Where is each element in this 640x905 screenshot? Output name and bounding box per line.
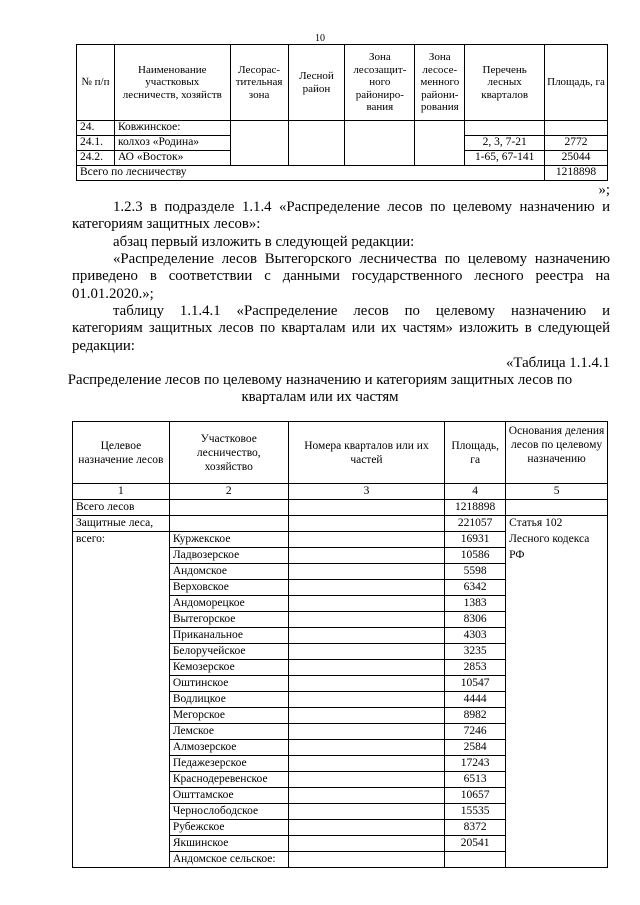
header-area: Площадь, га [445, 422, 506, 484]
quarters-cell [288, 788, 444, 804]
basis-cell [506, 772, 608, 788]
paragraph-4-line-3: редакции: [72, 338, 135, 354]
district-area [445, 852, 506, 868]
purpose-cell [73, 724, 170, 740]
row-area: 2772 [545, 136, 608, 151]
basis-cell [506, 644, 608, 660]
district-name: Ошттамское [169, 788, 288, 804]
row-name: АО «Восток» [114, 151, 230, 166]
basis-line-3: РФ [506, 548, 608, 564]
district-name: Андоморецкое [169, 596, 288, 612]
basis-cell [506, 740, 608, 756]
table-title-line-2: кварталам или их частям [241, 389, 399, 405]
header-forest-protection-zone: Зона лесозащит-ного райониро-вания [345, 45, 415, 121]
purpose-cell [73, 852, 170, 868]
page-number: 10 [315, 33, 325, 44]
basis-cell [506, 692, 608, 708]
table-row [73, 788, 608, 804]
header-purpose: Целевое назначение лесов [73, 422, 170, 484]
paragraph-3-line-2: приведено в соответствии с данными государственного лесного реестра на [72, 268, 610, 284]
total-label: Всего по лесничеству [77, 166, 545, 181]
district-name: Кемозерское [169, 660, 288, 676]
row-number: 24.1. [77, 136, 115, 151]
purpose-cell [73, 708, 170, 724]
table-row [73, 820, 608, 836]
district-name: Андомское сельское: [169, 852, 288, 868]
purpose-cell [73, 644, 170, 660]
header-basis: Основания деления лесов по целевому назначению [506, 422, 608, 484]
row-number: 24. [77, 121, 115, 136]
header-quarters: Номера кварталов или их частей [288, 422, 444, 484]
header-forest-zone: Лесорас-тительная зона [230, 45, 288, 121]
row-number: 24.2. [77, 151, 115, 166]
table-title-line-1: Распределение лесов по целевому назначению и категориям защитных лесов по [67, 372, 573, 388]
quarters-cell [288, 644, 444, 660]
quarters-cell [288, 532, 444, 548]
district-area: 6513 [445, 772, 506, 788]
purpose-cell [73, 740, 170, 756]
header-seed-zone: Зона лесосе-менного райони-рования [415, 45, 465, 121]
table-row [73, 756, 608, 772]
table-row [73, 836, 608, 852]
district-area: 8306 [445, 612, 506, 628]
district-name: Вытегорское [169, 612, 288, 628]
basis-cell [506, 628, 608, 644]
district-area: 8372 [445, 820, 506, 836]
table-row [73, 676, 608, 692]
row-area [545, 121, 608, 136]
district-area: 20541 [445, 836, 506, 852]
district-name: Приканальное [169, 628, 288, 644]
paragraph-1-line-2: категориям защитных лесов»: [72, 216, 261, 232]
table-row [73, 548, 608, 564]
table-row [73, 724, 608, 740]
quarters-cell [288, 836, 444, 852]
quarters-cell [288, 708, 444, 724]
district-area: 10657 [445, 788, 506, 804]
purpose-cell [73, 628, 170, 644]
district-area: 3235 [445, 644, 506, 660]
district-name: Лемское [169, 724, 288, 740]
basis-cell [506, 596, 608, 612]
quarters-cell [288, 740, 444, 756]
total-forests-area: 1218898 [445, 500, 506, 516]
district-name: Ладвозерское [169, 548, 288, 564]
table-row [73, 644, 608, 660]
quarters-cell [288, 612, 444, 628]
district-area: 10547 [445, 676, 506, 692]
district-name: Белоручейское [169, 644, 288, 660]
district-area: 2853 [445, 660, 506, 676]
district-area: 10586 [445, 548, 506, 564]
basis-cell [506, 820, 608, 836]
basis-cell [506, 676, 608, 692]
quarters-cell [288, 852, 444, 868]
district-area: 7246 [445, 724, 506, 740]
header-area: Площадь, га [545, 45, 608, 121]
district-area: 5598 [445, 564, 506, 580]
table-row [73, 532, 608, 548]
purpose-cell [73, 596, 170, 612]
purpose-cell [73, 580, 170, 596]
purpose-cell [73, 804, 170, 820]
row-name: колхоз «Родина» [114, 136, 230, 151]
district-name: Педажезерское [169, 756, 288, 772]
district-area: 16931 [445, 532, 506, 548]
district-name: Якшинское [169, 836, 288, 852]
header-quarters-list: Перечень лесных кварталов [465, 45, 545, 121]
basis-line-1: Статья 102 [506, 516, 608, 532]
quarters-cell [288, 548, 444, 564]
table2-header-row [73, 422, 608, 484]
quarters-cell [288, 628, 444, 644]
table-row [73, 772, 608, 788]
col-number: 2 [169, 484, 288, 500]
quarters-cell [288, 676, 444, 692]
purpose-cell [73, 820, 170, 836]
purpose-cell [73, 692, 170, 708]
table-row [73, 852, 608, 868]
quarters-cell [288, 564, 444, 580]
district-area: 15535 [445, 804, 506, 820]
table-row [73, 612, 608, 628]
header-district-name: Наименование участковых лесничеств, хозяйств [114, 45, 230, 121]
district-name: Рубежское [169, 820, 288, 836]
purpose-cell [73, 660, 170, 676]
quarters-cell [288, 756, 444, 772]
quarters-cell [288, 660, 444, 676]
table-row [73, 628, 608, 644]
row-quarters: 2, 3, 7-21 [465, 136, 545, 151]
basis-cell [506, 724, 608, 740]
row-name: Ковжинское: [114, 121, 230, 136]
district-name: Андомское [169, 564, 288, 580]
quarters-cell [288, 596, 444, 612]
quarters-cell [288, 580, 444, 596]
purpose-cell [73, 548, 170, 564]
district-name: Мегорское [169, 708, 288, 724]
protective-area: 221057 [445, 516, 506, 532]
table-row [73, 564, 608, 580]
row-area: 25044 [545, 151, 608, 166]
paragraph-3-line-3: 01.01.2020.»; [72, 286, 154, 302]
district-area: 2584 [445, 740, 506, 756]
table1-header-row [77, 45, 608, 121]
purpose-cell [73, 836, 170, 852]
quarters-cell [288, 804, 444, 820]
row-quarters: 1-65, 67-141 [465, 151, 545, 166]
basis-line-2: Лесного кодекса [506, 532, 608, 548]
basis-cell [506, 708, 608, 724]
col-number: 5 [506, 484, 608, 500]
basis-cell [506, 756, 608, 772]
quarters-cell [288, 724, 444, 740]
row-quarters [465, 121, 545, 136]
paragraph-2: абзац первый изложить в следующей редакции: [113, 234, 415, 250]
total-forests-row [73, 500, 608, 516]
table-row [73, 660, 608, 676]
column-numbers-row [73, 484, 608, 500]
basis-cell [506, 564, 608, 580]
basis-cell [506, 852, 608, 868]
closing-quote: »; [598, 182, 610, 198]
district-name: Верховское [169, 580, 288, 596]
col-number: 3 [288, 484, 444, 500]
district-name: Водлицкое [169, 692, 288, 708]
table-row [73, 692, 608, 708]
header-forest-region: Лесной район [288, 45, 345, 121]
forestry-districts-table [76, 44, 608, 181]
protective-forests-row [73, 516, 608, 532]
basis-cell [506, 804, 608, 820]
col-number: 1 [73, 484, 170, 500]
purpose-cell [73, 564, 170, 580]
header-number: № п/п [77, 45, 115, 121]
paragraph-3-line-1: «Распределение лесов Вытегорского лесничества по целевому назначению [113, 251, 610, 267]
district-area: 6342 [445, 580, 506, 596]
protective-label-1: Защитные леса, [73, 516, 170, 532]
basis-cell [506, 788, 608, 804]
basis-cell [506, 836, 608, 852]
district-area: 1383 [445, 596, 506, 612]
district-area: 17243 [445, 756, 506, 772]
table-row [73, 740, 608, 756]
basis-cell [506, 660, 608, 676]
paragraph-1-line-1: 1.2.3 в подразделе 1.1.4 «Распределение лесов по целевому назначению и [113, 199, 610, 215]
purpose-cell [73, 756, 170, 772]
table-total-row [77, 166, 608, 181]
forest-purpose-table [72, 421, 608, 868]
purpose-cell [73, 612, 170, 628]
basis-cell [506, 612, 608, 628]
district-name: Чернослободское [169, 804, 288, 820]
total-area: 1218898 [545, 166, 608, 181]
paragraph-4-line-1: таблицу 1.1.4.1 «Распределение лесов по целевому назначению и [113, 303, 610, 319]
col-number: 4 [445, 484, 506, 500]
table-row [77, 121, 608, 136]
purpose-cell [73, 788, 170, 804]
quarters-cell [288, 692, 444, 708]
paragraph-4-line-2: категориям защитных лесов по кварталам или их частям» изложить в следующей [72, 320, 610, 336]
table-row [73, 708, 608, 724]
district-name: Краснодеревенское [169, 772, 288, 788]
quarters-cell [288, 772, 444, 788]
table-row [73, 580, 608, 596]
quarters-cell [288, 820, 444, 836]
district-area: 4444 [445, 692, 506, 708]
total-forests-label: Всего лесов [73, 500, 170, 516]
district-area: 4303 [445, 628, 506, 644]
purpose-cell [73, 676, 170, 692]
basis-cell [506, 580, 608, 596]
table-row [73, 804, 608, 820]
district-name: Оштинское [169, 676, 288, 692]
table-label: «Таблица 1.1.4.1 [506, 355, 610, 371]
table-row [73, 596, 608, 612]
purpose-cell [73, 772, 170, 788]
district-name: Куржекское [169, 532, 288, 548]
header-district: Участковое лесничество, хозяйство [169, 422, 288, 484]
protective-label-2: всего: [73, 532, 170, 548]
district-area: 8982 [445, 708, 506, 724]
district-name: Алмозерское [169, 740, 288, 756]
